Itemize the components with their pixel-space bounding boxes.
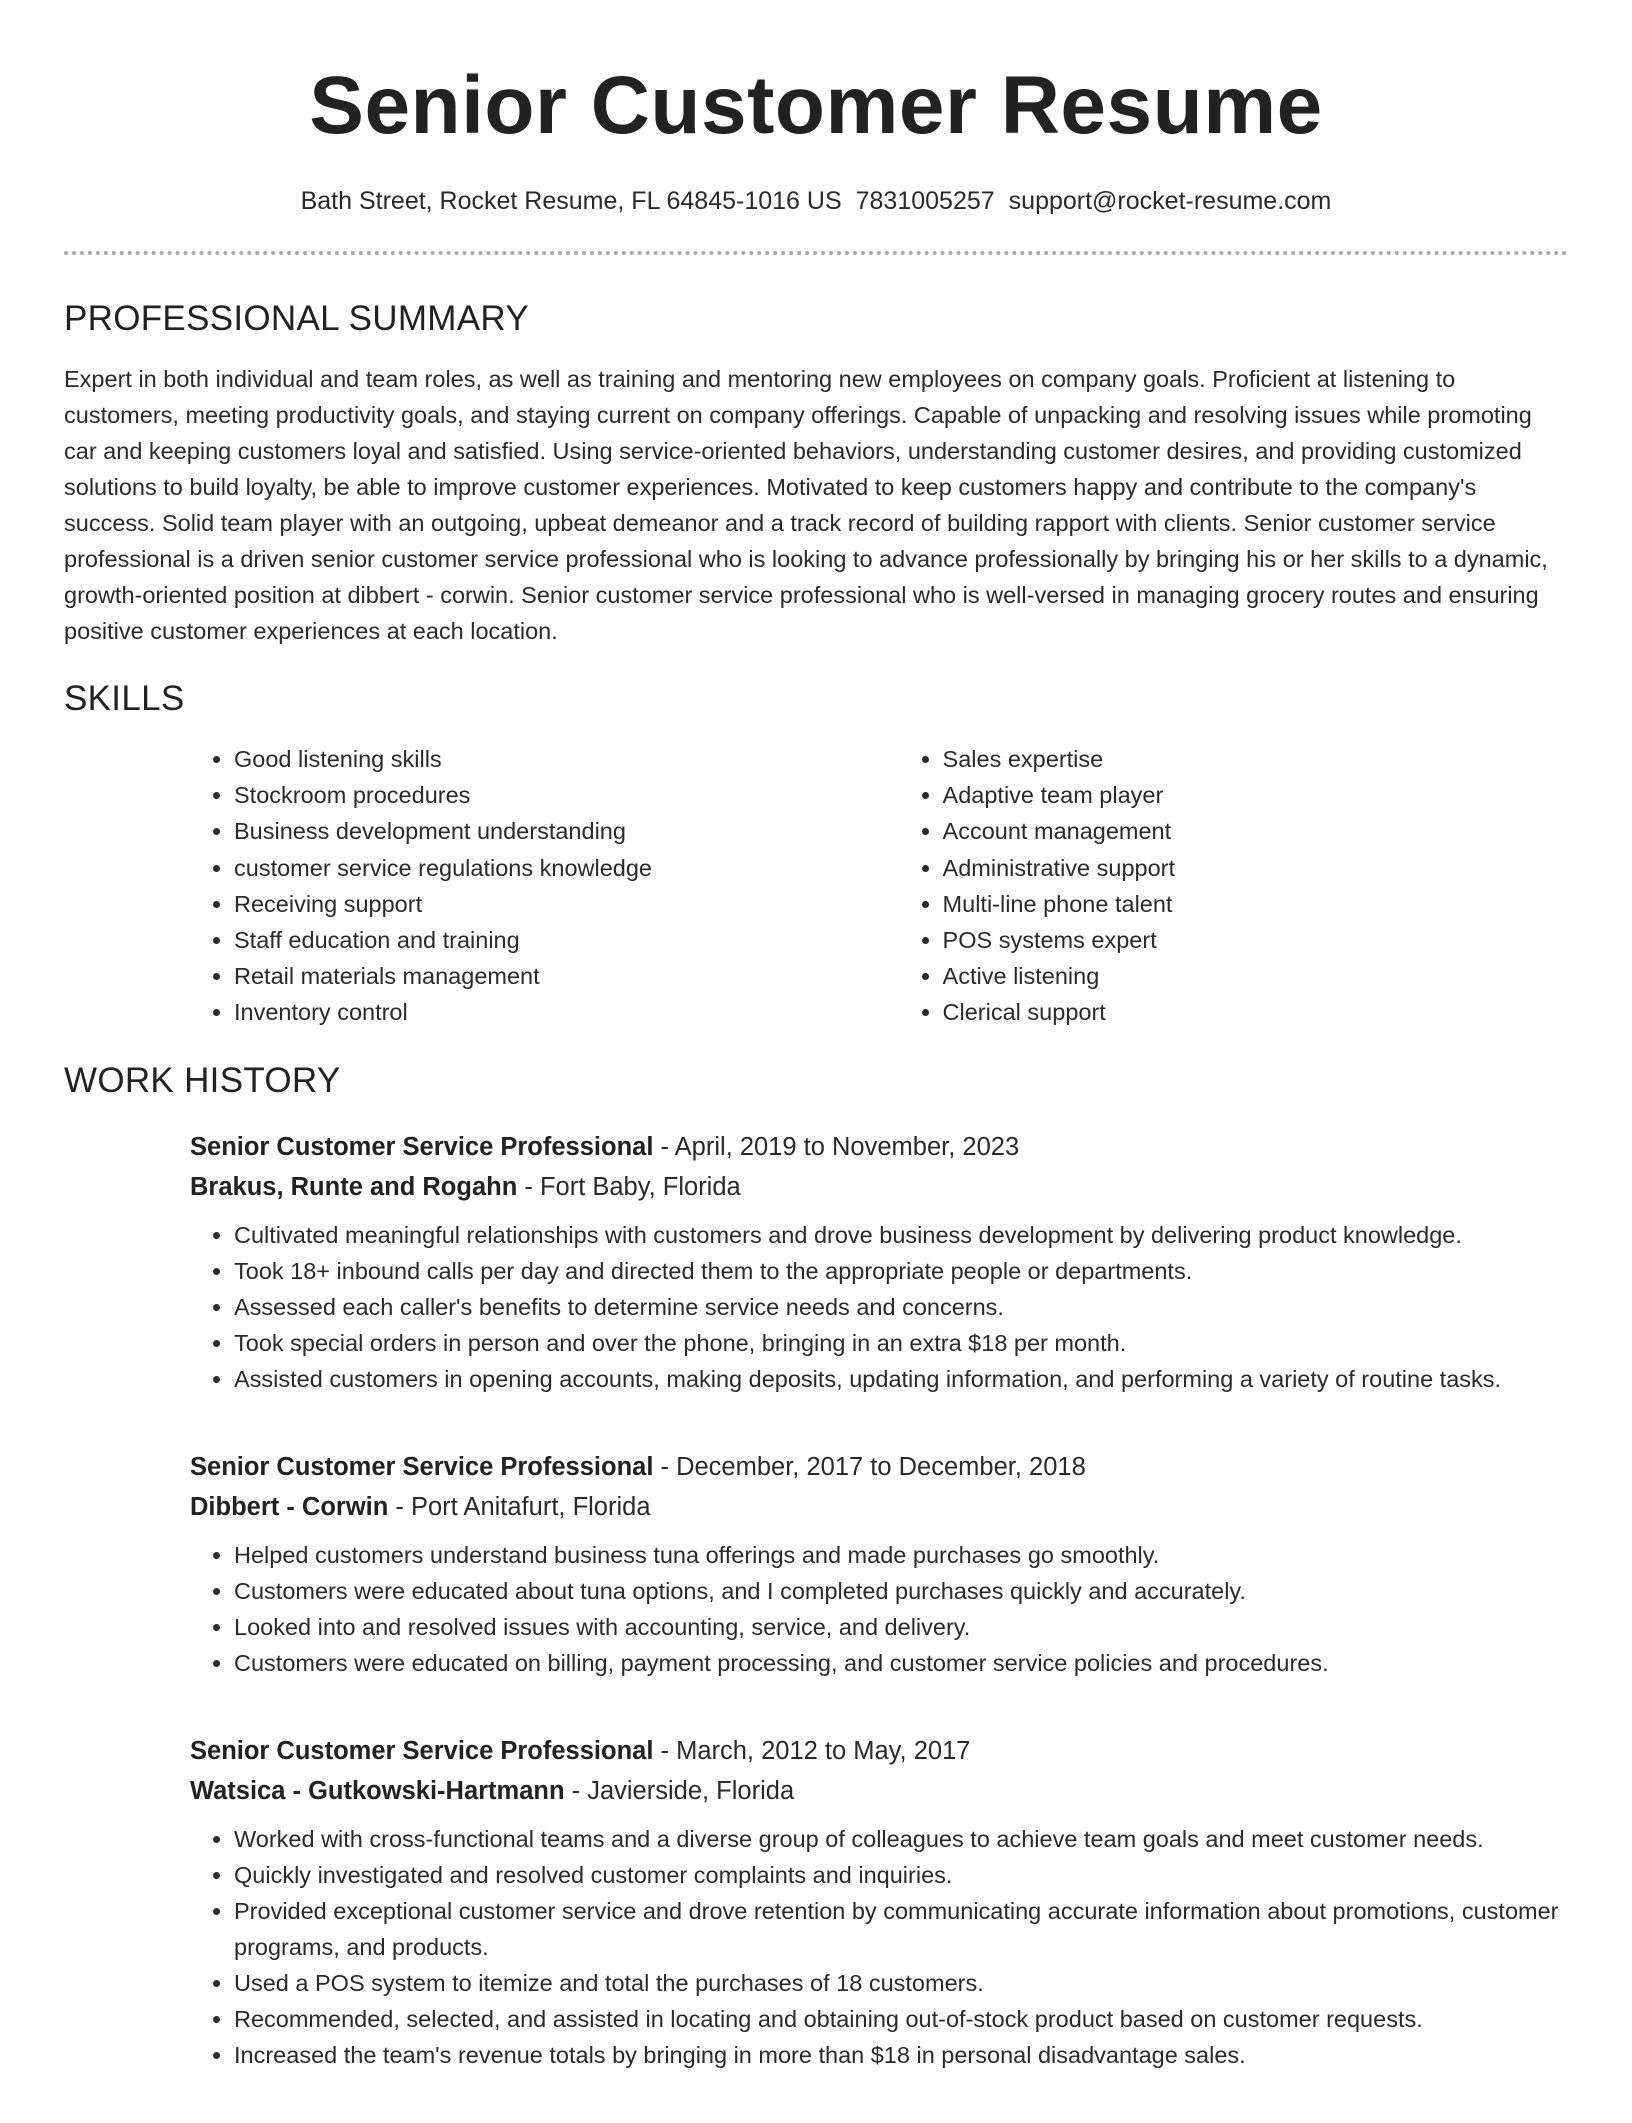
skill-item: • Business development understanding — [234, 813, 899, 849]
job-entry — [190, 1731, 1568, 2073]
resume-page — [64, 0, 1568, 2123]
job-bullet: • Looked into and resolved issues with accounting, service, and delivery. — [234, 1609, 1568, 1645]
summary-heading: PROFESSIONAL SUMMARY — [64, 299, 529, 338]
job-entry — [190, 1127, 1568, 1397]
job-bullet: • Cultivated meaningful relationships with customers and drove business development by delivering product knowledge. — [234, 1217, 1568, 1253]
job-dates: - March, 2012 to May, 2017 — [653, 1736, 971, 1765]
work-history — [190, 1127, 1568, 2073]
contact-phone: 7831005257 — [855, 187, 995, 215]
skill-item: • Good listening skills — [234, 741, 899, 777]
skill-item: • Sales expertise — [943, 741, 1568, 777]
skill-item: • Staff education and training — [234, 922, 899, 958]
job-bullet: • Took 18+ inbound calls per day and directed them to the appropriate people or departments. — [234, 1253, 1568, 1289]
job-company-line — [190, 1771, 1568, 1811]
job-company: Dibbert - Corwin — [190, 1492, 389, 1521]
skill-item: • Active listening — [943, 958, 1568, 994]
job-company: Watsica - Gutkowski-Hartmann — [190, 1776, 565, 1805]
job-bullet: • Customers were educated on billing, payment processing, and customer service policies and procedures. — [234, 1645, 1568, 1681]
job-bullet: • Customers were educated about tuna options, and I completed purchases quickly and accurately. — [234, 1573, 1568, 1609]
job-title-line — [190, 1447, 1568, 1487]
work-heading: WORK HISTORY — [64, 1060, 341, 1100]
job-title-line — [190, 1127, 1568, 1167]
job-bullet: • Used a POS system to itemize and total the purchases of 18 customers. — [234, 1965, 1568, 2001]
job-title-line — [190, 1731, 1568, 1771]
contact-address: Bath Street, Rocket Resume, FL 64845-1016 US — [300, 187, 842, 215]
skills-column-left — [190, 741, 899, 1031]
job-location: - Javierside, Florida — [564, 1776, 795, 1805]
job-bullet: • Assisted customers in opening accounts, making deposits, updating information, and performing a variety of routine tasks. — [234, 1361, 1568, 1397]
job-location: - Port Anitafurt, Florida — [388, 1492, 651, 1521]
job-bullets — [190, 1821, 1568, 2073]
resume-title: Senior Customer Resume — [309, 60, 1323, 151]
contact-line — [64, 184, 1568, 218]
job-bullet: • Quickly investigated and resolved customer complaints and inquiries. — [234, 1857, 1568, 1893]
job-dates: - December, 2017 to December, 2018 — [653, 1452, 1086, 1481]
job-bullet: • Took special orders in person and over the phone, bringing in an extra $18 per month. — [234, 1325, 1568, 1361]
job-bullet: • Provided exceptional customer service and drove retention by communicating accurate information about promotions, customer programs, and products. — [234, 1893, 1568, 1965]
skill-item: • Account management — [943, 813, 1568, 849]
job-company-line — [190, 1167, 1568, 1207]
job-title: Senior Customer Service Professional — [190, 1452, 654, 1481]
skill-item: • POS systems expert — [943, 922, 1568, 958]
skill-item: • Multi-line phone talent — [943, 886, 1568, 922]
skill-item: • Receiving support — [234, 886, 899, 922]
skill-item: • Administrative support — [943, 850, 1568, 886]
job-bullet: • Helped customers understand business tuna offerings and made purchases go smoothly. — [234, 1537, 1568, 1573]
header-divider — [64, 251, 1568, 255]
skill-item: • Clerical support — [943, 994, 1568, 1030]
skills-heading: SKILLS — [64, 679, 185, 718]
skill-item: • Adaptive team player — [943, 777, 1568, 813]
job-bullet: • Assessed each caller's benefits to determine service needs and concerns. — [234, 1289, 1568, 1325]
skills-column-right — [899, 741, 1568, 1031]
skill-item: • Inventory control — [234, 994, 899, 1030]
job-title: Senior Customer Service Professional — [190, 1736, 654, 1765]
job-bullet: • Recommended, selected, and assisted in locating and obtaining out-of-stock product based on customer requests. — [234, 2001, 1568, 2037]
skills-list — [190, 741, 1568, 1031]
job-bullet: • Worked with cross-functional teams and a diverse group of colleagues to achieve team goals and meet customer needs. — [234, 1821, 1568, 1857]
skill-item: • Stockroom procedures — [234, 777, 899, 813]
job-entry — [190, 1447, 1568, 1681]
skill-item: • customer service regulations knowledge — [234, 850, 899, 886]
job-dates: - April, 2019 to November, 2023 — [653, 1132, 1020, 1161]
job-bullets — [190, 1537, 1568, 1681]
job-company: Brakus, Runte and Rogahn — [190, 1172, 518, 1201]
job-bullets — [190, 1217, 1568, 1397]
job-location: - Fort Baby, Florida — [517, 1172, 741, 1201]
job-company-line — [190, 1487, 1568, 1527]
summary-text: Expert in both individual and team roles, as well as training and mentoring new employees on company goals. Proficient at listening to customers, meeting productivity goals, and staying current on company offerings. Capable of unpacking and resolving issues while promoting car and keeping customers loyal and satisfied. Using service-oriented behaviors, understanding customer desires, and providing customized solutions to build loyalty, be able to improve customer experiences. Motivated to keep customers happy and contribute to the company's success. Solid team player with an outgoing, upbeat demeanor and a track record of building rapport with clients. Senior customer service professional is a driven senior customer service professional who is looking to advance professionally by bringing his or her skills to a dynamic, growth-oriented position at dibbert - corwin. Senior customer service professional who is well-versed in managing grocery routes and ensuring positive customer experiences at each location. — [64, 366, 1548, 644]
job-bullet: • Increased the team's revenue totals by bringing in more than $18 in personal disadvantage sales. — [234, 2037, 1568, 2073]
contact-email: support@rocket-resume.com — [1008, 187, 1332, 215]
skill-item: • Retail materials management — [234, 958, 899, 994]
job-title: Senior Customer Service Professional — [190, 1132, 654, 1161]
